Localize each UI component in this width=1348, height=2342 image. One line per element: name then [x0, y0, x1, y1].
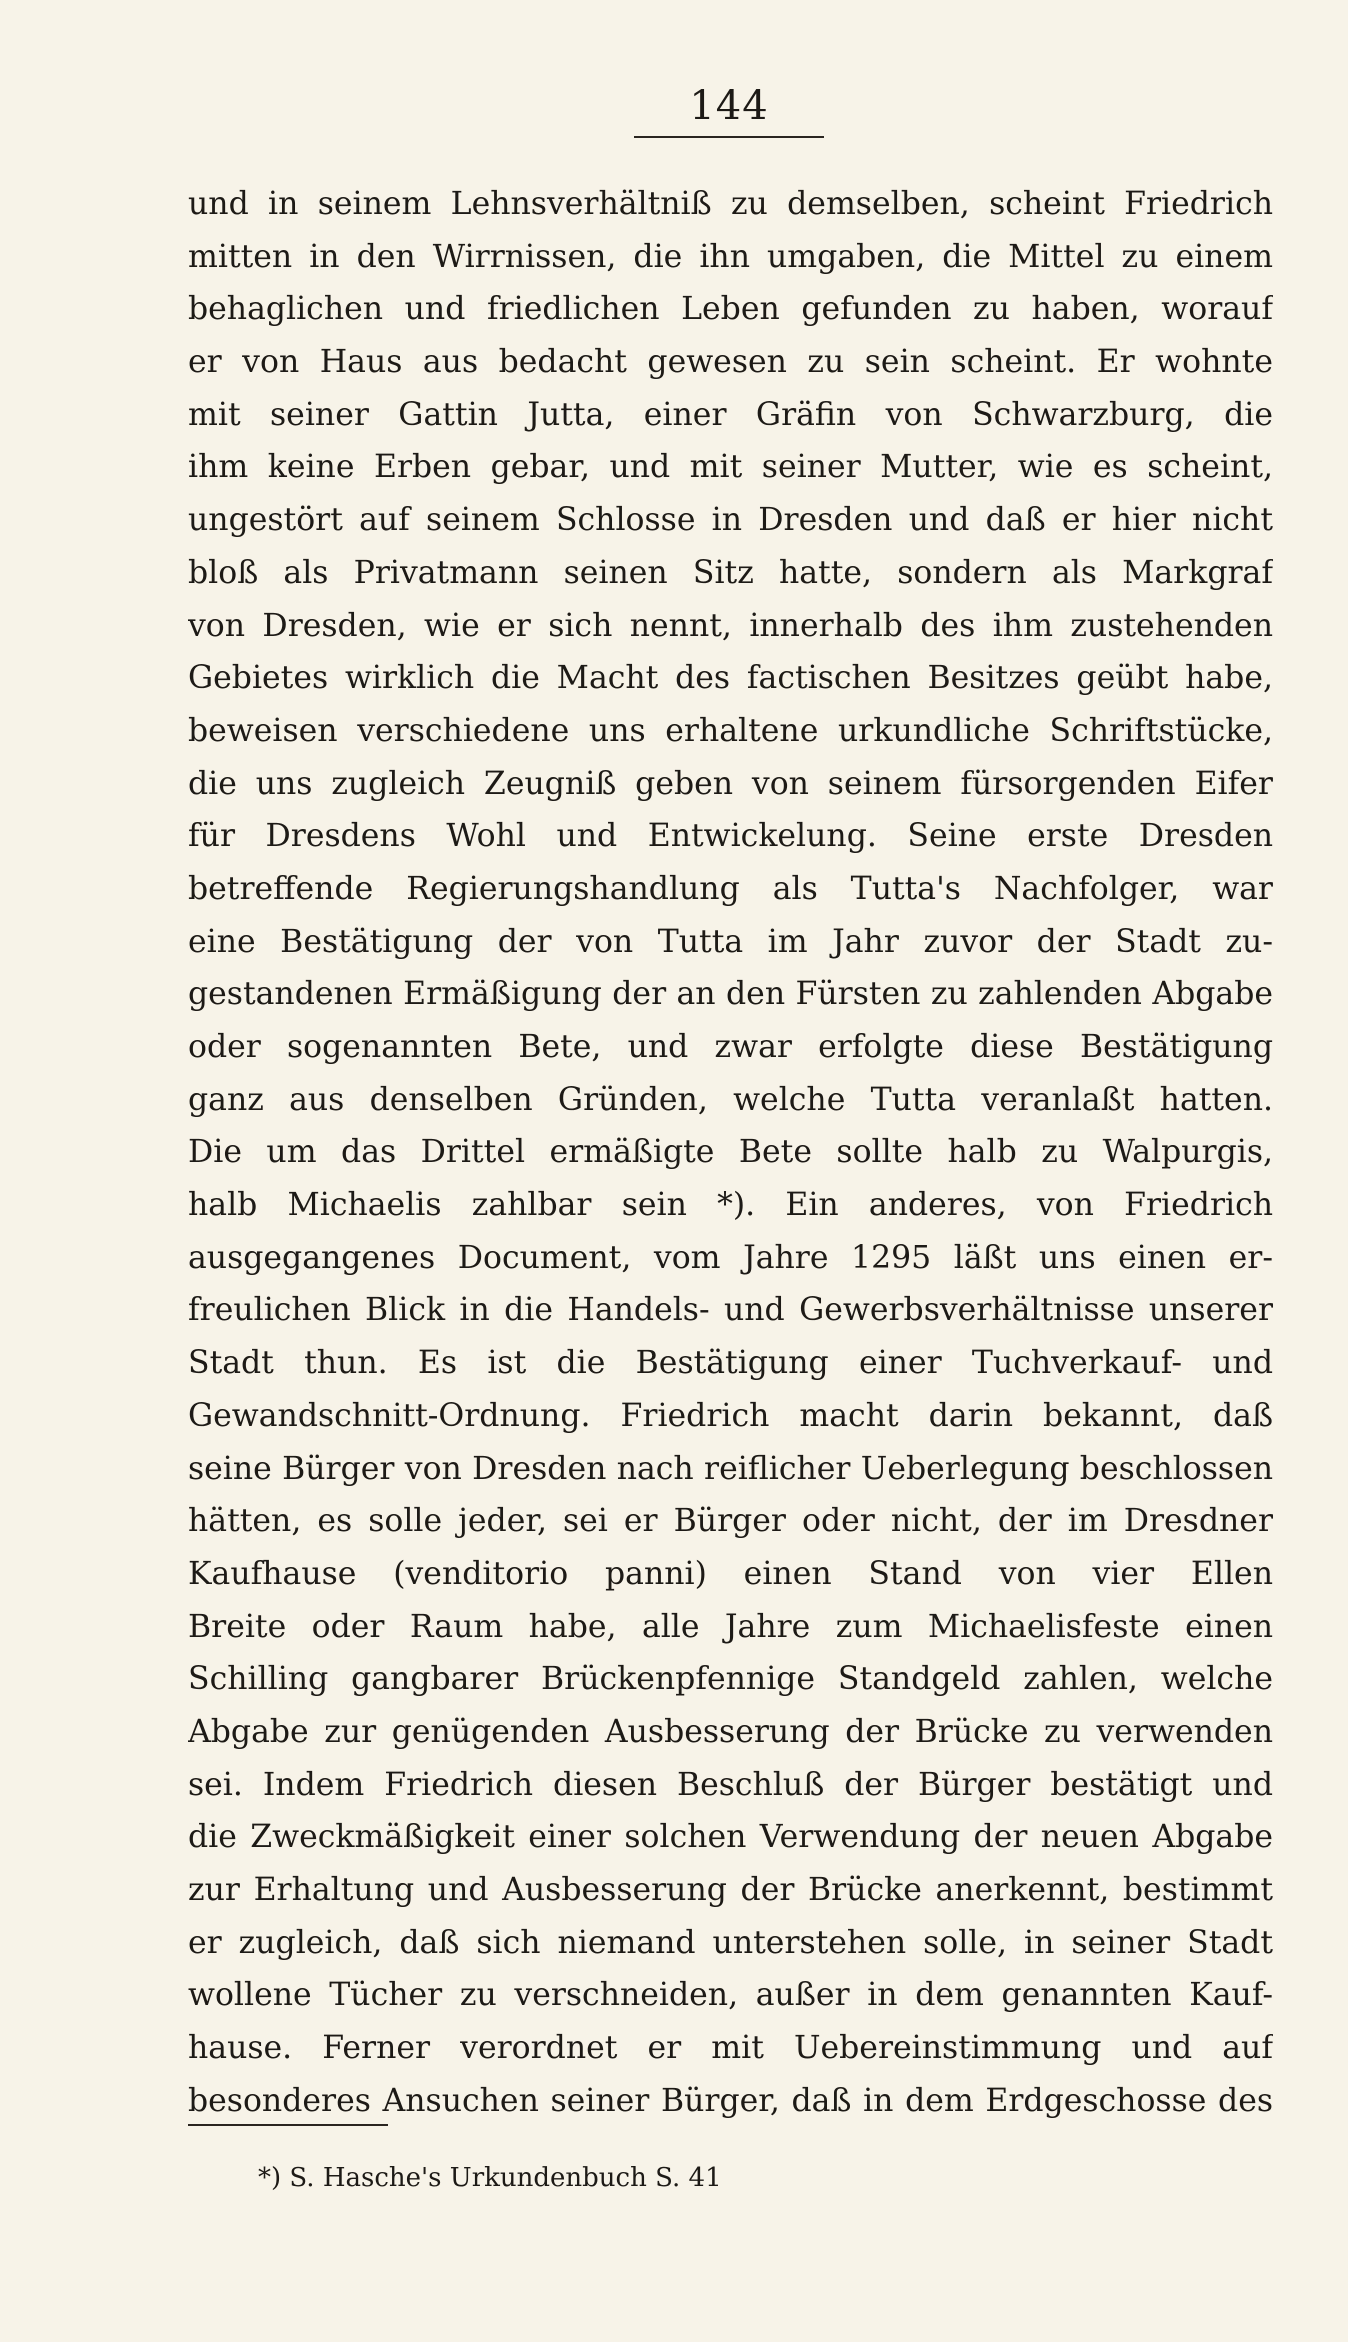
text-line: Gebietes wirklich die Macht des factischen Besitzes geübt habe, [188, 660, 1273, 697]
text-line: halb Michaelis zahlbar sein *). Ein anderes, von Friedrich [188, 1187, 1273, 1224]
text-line: hause. Ferner verordnet er mit Uebereinstimmung und auf [188, 2030, 1273, 2067]
text-line: Kaufhause (venditorio panni) einen Stand von vier Ellen [188, 1555, 1273, 1592]
text-line: besonderes Ansuchen seiner Bürger, daß in dem Erdgeschosse des [188, 2082, 1273, 2119]
text-line: seine Bürger von Dresden nach reiflicher Ueberlegung beschlossen [188, 1450, 1273, 1487]
text-line: er zugleich, daß sich niemand unterstehen solle, in seiner Stadt [188, 1924, 1273, 1961]
text-line: ganz aus denselben Gründen, welche Tutta veranlaßt hatten. [188, 1081, 1273, 1118]
text-line: freulichen Blick in die Handels- und Gewerbsverhältnisse unserer [188, 1292, 1273, 1329]
text-line: Breite oder Raum habe, alle Jahre zum Michaelisfeste einen [188, 1608, 1273, 1645]
text-line: für Dresdens Wohl und Entwickelung. Seine erste Dresden [188, 818, 1273, 855]
text-line: die uns zugleich Zeugniß geben von seinem fürsorgenden Eifer [188, 765, 1273, 802]
text-line: und in seinem Lehnsverhältniß zu demselben, scheint Friedrich [188, 186, 1273, 222]
text-line: zur Erhaltung und Ausbesserung der Brücke anerkennt, bestimmt [188, 1872, 1273, 1908]
text-line: Abgabe zur genügenden Ausbesserung der Brücke zu verwenden [188, 1713, 1273, 1750]
text-line: ungestört auf seinem Schlosse in Dresden und daß er hier nicht [188, 502, 1273, 539]
text-line: hätten, es solle jeder, sei er Bürger oder nicht, der im Dresdner [188, 1503, 1273, 1540]
text-line: ausgegangenes Document, vom Jahre 1295 läßt uns einen er- [188, 1239, 1273, 1276]
footnote: *) S. Hasche's Urkundenbuch S. 41 [258, 2163, 722, 2193]
text-line: Stadt thun. Es ist die Bestätigung einer Tuchverkauf- und [188, 1345, 1273, 1382]
text-line: ihm keine Erben gebar, und mit seiner Mutter, wie es scheint, [188, 449, 1273, 486]
text-line: Die um das Drittel ermäßigte Bete sollte halb zu Walpurgis, [188, 1134, 1273, 1171]
page-number-rule [634, 136, 824, 138]
text-line: er von Haus aus bedacht gewesen zu sein scheint. Er wohnte [188, 344, 1273, 381]
page-number: 144 [689, 83, 769, 129]
footnote-rule [188, 2124, 388, 2126]
text-line: betreffende Regierungshandlung als Tutta's Nachfolger, war [188, 870, 1273, 907]
text-line: mitten in den Wirrnissen, die ihn umgaben, die Mittel zu einem [188, 238, 1273, 275]
text-line: oder sogenannten Bete, und zwar erfolgte diese Bestätigung [188, 1029, 1273, 1065]
text-line: von Dresden, wie er sich nennt, innerhalb des ihm zustehenden [188, 607, 1273, 644]
text-line: eine Bestätigung der von Tutta im Jahr zuvor der Stadt zu- [188, 923, 1273, 960]
text-line: mit seiner Gattin Jutta, einer Gräfin von Schwarzburg, die [188, 396, 1273, 433]
text-line: die Zweckmäßigkeit einer solchen Verwendung der neuen Abgabe [188, 1819, 1273, 1856]
text-line: gestandenen Ermäßigung der an den Fürsten zu zahlenden Abgabe [188, 976, 1273, 1013]
text-line: Schilling gangbarer Brückenpfennige Standgeld zahlen, welche [188, 1661, 1273, 1698]
text-line: beweisen verschiedene uns erhaltene urkundliche Schriftstücke, [188, 712, 1273, 749]
text-line: bloß als Privatmann seinen Sitz hatte, sondern als Markgraf [188, 554, 1273, 591]
text-line: wollene Tücher zu verschneiden, außer in dem genannten Kauf- [188, 1977, 1273, 2014]
text-line: Gewandschnitt-Ordnung. Friedrich macht darin bekannt, daß [188, 1397, 1273, 1434]
body-text [188, 178, 1273, 2127]
text-line: sei. Indem Friedrich diesen Beschluß der Bürger bestätigt und [188, 1766, 1273, 1803]
text-line: behaglichen und friedlichen Leben gefunden zu haben, worauf [188, 291, 1273, 328]
